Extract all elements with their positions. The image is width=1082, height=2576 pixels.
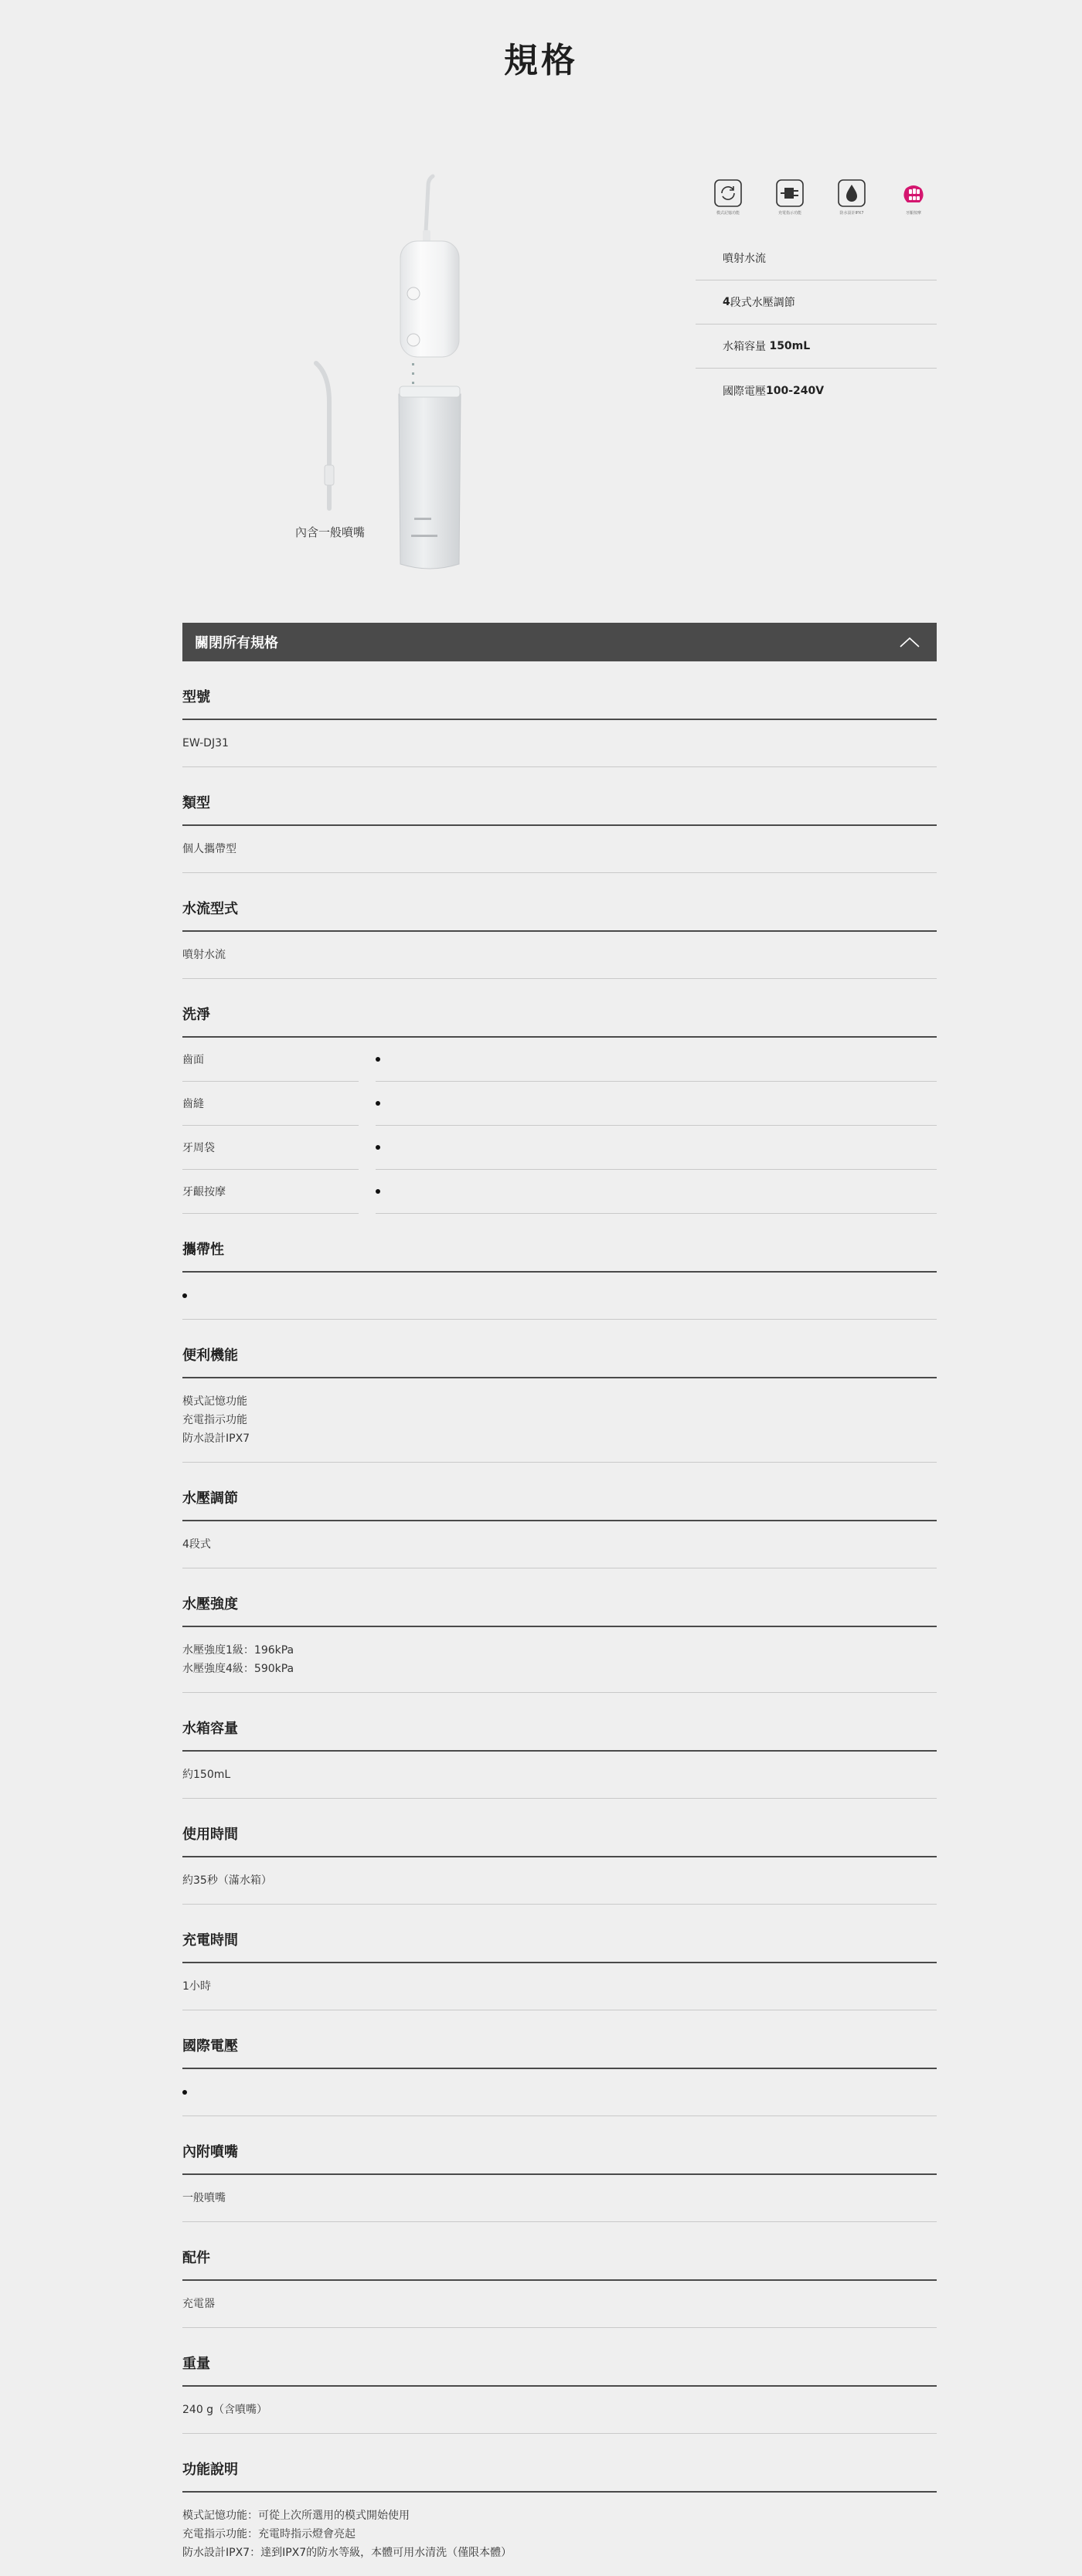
spec-value-pressure-adjust: 4段式	[182, 1521, 937, 1568]
spec-value-function-desc: 模式記憶功能：可從上次所選用的模式開始使用 充電指示功能：充電時指示燈會亮起 防水設計IPX7：達到IPX7的防水等級，本體可用水清洗（僅限本體）	[182, 2510, 512, 2559]
spec-value-usage-time: 約35秒（滿水箱）	[182, 1857, 937, 1905]
spec-title-cleaning: 洗淨	[182, 979, 937, 1038]
cleaning-label: 牙齦按摩	[182, 1170, 359, 1214]
cleaning-label: 齒縫	[182, 1082, 359, 1126]
icon-caption: 防水設計IPX7	[839, 211, 864, 216]
charge-indicator-icon	[767, 178, 813, 216]
spec-value-charge-time: 1小時	[182, 1963, 937, 2010]
icon-caption: 牙齦按摩	[905, 211, 921, 216]
spec-value-pressure-strength: 水壓強度1級：196kPa 水壓強度4級：590kPa	[182, 1627, 937, 1693]
check-bullet-icon	[182, 1293, 187, 1298]
page-title: 規格	[504, 41, 578, 80]
spec-value-capacity: 約150mL	[182, 1752, 937, 1799]
hero-feature-list	[696, 236, 937, 413]
spec-value-convenience: 模式記憶功能 充電指示功能 防水設計IPX7	[182, 1378, 937, 1463]
hero-feature: 水箱容量 150mL	[696, 325, 937, 369]
check-bullet-icon	[376, 1145, 380, 1150]
spec-title-model: 型號	[182, 661, 937, 720]
spec-title-capacity: 水箱容量	[182, 1693, 937, 1752]
close-all-specs-label: 關閉所有規格	[195, 635, 278, 651]
check-bullet-icon	[376, 1057, 380, 1062]
cleaning-row	[182, 1038, 937, 1082]
cleaning-row	[182, 1126, 937, 1170]
spec-value-accessories: 充電器	[182, 2281, 937, 2328]
cleaning-label: 牙周袋	[182, 1126, 359, 1170]
spec-value-model: EW-DJ31	[182, 720, 937, 767]
spec-value-type: 個人攜帶型	[182, 826, 937, 873]
cleaning-row	[182, 1170, 937, 1214]
gum-massage-icon	[890, 178, 937, 216]
mode-memory-icon	[705, 178, 751, 216]
spec-title-portability: 攜帶性	[182, 1214, 937, 1273]
feature-icons	[705, 178, 937, 226]
nozzle-caption: 內含一般噴嘴	[295, 525, 366, 539]
spec-title-pressure-strength: 水壓強度	[182, 1568, 937, 1627]
hero-feature: 噴射水流	[696, 236, 937, 280]
spec-title-flow: 水流型式	[182, 873, 937, 932]
hero-feature: 國際電壓 100-240V	[723, 384, 825, 398]
spec-value-weight: 240 g（含噴嘴）	[182, 2387, 937, 2434]
check-bullet-icon	[376, 1101, 380, 1106]
cleaning-row	[182, 1082, 937, 1126]
waterproof-icon	[829, 178, 875, 216]
spec-title-convenience: 便利機能	[182, 1320, 937, 1378]
icon-caption: 模式記憶功能	[716, 211, 740, 216]
spec-title-function-desc: 功能說明	[182, 2434, 937, 2493]
close-all-specs-button[interactable]	[182, 623, 937, 661]
spec-title-usage-time: 使用時間	[182, 1799, 937, 1857]
spec-title-charge-time: 充電時間	[182, 1905, 937, 1963]
icon-caption: 充電指示功能	[777, 211, 801, 216]
spec-table	[182, 661, 937, 2576]
product-image	[182, 170, 615, 587]
spec-title-type: 類型	[182, 767, 937, 826]
spec-title-weight: 重量	[182, 2328, 937, 2387]
spec-value-voltage	[182, 2069, 937, 2116]
product-hero	[182, 170, 937, 587]
cleaning-label: 齒面	[182, 1038, 359, 1082]
hero-feature: 4 段式水壓調節	[696, 280, 937, 325]
spec-value-flow: 噴射水流	[182, 932, 937, 979]
spec-title-accessories: 配件	[182, 2222, 937, 2281]
check-bullet-icon	[376, 1189, 380, 1194]
spec-value-nozzle: 一般噴嘴	[182, 2175, 937, 2222]
spec-title-nozzle: 內附噴嘴	[182, 2116, 937, 2175]
spec-title-voltage: 國際電壓	[182, 2010, 937, 2069]
chevron-up-icon	[900, 637, 920, 647]
spec-title-pressure-adjust: 水壓調節	[182, 1463, 937, 1521]
check-bullet-icon	[182, 2090, 187, 2095]
spec-value-portability	[182, 1273, 937, 1320]
